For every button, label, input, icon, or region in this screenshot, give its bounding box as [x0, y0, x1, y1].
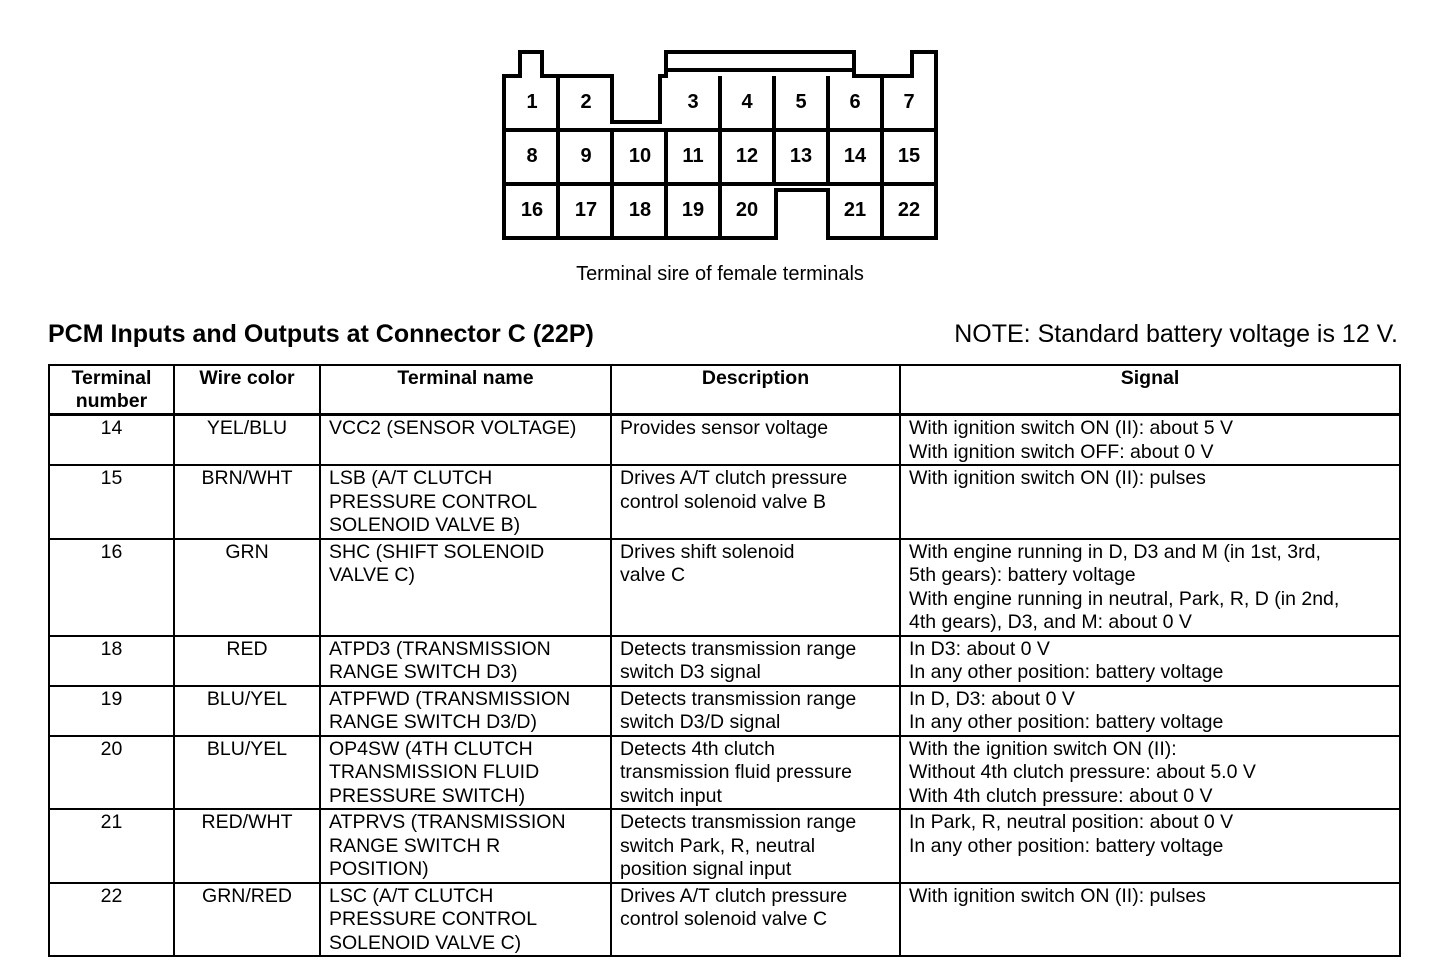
terminal-name-cell: ATPD3 (TRANSMISSION RANGE SWITCH D3)	[320, 636, 611, 686]
table-row	[49, 809, 1400, 883]
signal-cell: In D, D3: about 0 V In any other position: battery voltage	[900, 686, 1400, 736]
battery-note: NOTE: Standard battery voltage is 12 V.	[954, 320, 1398, 348]
wire-color-cell: RED/WHT	[174, 809, 320, 883]
wire-color-cell: YEL/BLU	[174, 415, 320, 466]
pin-label: 17	[574, 199, 598, 221]
terminal-name-cell: ATPRVS (TRANSMISSION RANGE SWITCH R POSITION)	[320, 809, 611, 883]
pin-label: 8	[526, 145, 538, 167]
terminal-number-cell: 19	[49, 686, 174, 736]
wire-color-cell: RED	[174, 636, 320, 686]
pin-label: 19	[681, 199, 705, 221]
signal-cell: In Park, R, neutral position: about 0 V In any other position: battery voltage	[900, 809, 1400, 883]
pin-label: 20	[735, 199, 759, 221]
pin-label: 3	[687, 91, 699, 113]
header-terminal-name: Terminal name	[320, 365, 611, 415]
header-terminal-number: Terminal number	[49, 365, 174, 415]
signal-cell: With ignition switch ON (II): about 5 V With ignition switch OFF: about 0 V	[900, 415, 1400, 466]
connector-caption: Terminal sire of female terminals	[576, 263, 864, 285]
description-cell: Drives A/T clutch pressure control solenoid valve C	[611, 883, 900, 957]
terminal-number-cell: 14	[49, 415, 174, 466]
pin-label: 15	[897, 145, 921, 167]
table-row	[49, 736, 1400, 810]
terminal-number-cell: 20	[49, 736, 174, 810]
table-row	[49, 539, 1400, 636]
header-wire-color: Wire color	[174, 365, 320, 415]
terminal-name-cell: OP4SW (4TH CLUTCH TRANSMISSION FLUID PRESSURE SWITCH)	[320, 736, 611, 810]
wire-color-cell: GRN	[174, 539, 320, 636]
page-title: PCM Inputs and Outputs at Connector C (22P)	[48, 320, 594, 348]
signal-cell: With engine running in D, D3 and M (in 1st, 3rd, 5th gears): battery voltage With engine running in neutral, Park, R, D (in 2nd, 4th gears), D3, and M: about 0 V	[900, 539, 1400, 636]
table-row	[49, 883, 1400, 957]
connector-diagram	[498, 48, 942, 244]
wire-color-cell: BRN/WHT	[174, 465, 320, 539]
table-row	[49, 686, 1400, 736]
pin-label: 1	[526, 91, 538, 113]
table-header-row	[49, 365, 1400, 415]
pin-label: 14	[843, 145, 867, 167]
wire-color-cell: GRN/RED	[174, 883, 320, 957]
description-cell: Detects transmission range switch Park, R, neutral position signal input	[611, 809, 900, 883]
pin-label: 10	[628, 145, 652, 167]
header-description: Description	[611, 365, 900, 415]
pin-label: 2	[580, 91, 592, 113]
table-row	[49, 415, 1400, 466]
pin-label: 4	[741, 91, 753, 113]
pin-label: 5	[795, 91, 807, 113]
terminal-name-cell: LSC (A/T CLUTCH PRESSURE CONTROL SOLENOID VALVE C)	[320, 883, 611, 957]
pin-label: 21	[843, 199, 867, 221]
pin-label: 22	[897, 199, 921, 221]
terminal-name-cell: LSB (A/T CLUTCH PRESSURE CONTROL SOLENOID VALVE B)	[320, 465, 611, 539]
signal-cell: With ignition switch ON (II): pulses	[900, 465, 1400, 539]
pin-label: 12	[735, 145, 759, 167]
description-cell: Drives A/T clutch pressure control solenoid valve B	[611, 465, 900, 539]
signal-cell: With ignition switch ON (II): pulses	[900, 883, 1400, 957]
pin-label: 18	[628, 199, 652, 221]
table-row	[49, 636, 1400, 686]
description-cell: Drives shift solenoid valve C	[611, 539, 900, 636]
pin-label: 9	[580, 145, 592, 167]
signal-cell: In D3: about 0 V In any other position: battery voltage	[900, 636, 1400, 686]
pin-label: 13	[789, 145, 813, 167]
pin-label: 7	[903, 91, 915, 113]
description-cell: Provides sensor voltage	[611, 415, 900, 466]
description-cell: Detects transmission range switch D3 signal	[611, 636, 900, 686]
terminal-number-cell: 16	[49, 539, 174, 636]
terminal-number-cell: 18	[49, 636, 174, 686]
header-signal: Signal	[900, 365, 1400, 415]
terminal-name-cell: VCC2 (SENSOR VOLTAGE)	[320, 415, 611, 466]
terminal-number-cell: 21	[49, 809, 174, 883]
terminal-number-cell: 22	[49, 883, 174, 957]
table-row	[49, 465, 1400, 539]
wire-color-cell: BLU/YEL	[174, 686, 320, 736]
terminal-number-cell: 15	[49, 465, 174, 539]
pin-label: 6	[849, 91, 861, 113]
pin-label: 16	[520, 199, 544, 221]
pin-label: 11	[682, 145, 704, 167]
signal-cell: With the ignition switch ON (II): Without 4th clutch pressure: about 5.0 V With 4th clutch pressure: about 0 V	[900, 736, 1400, 810]
terminal-name-cell: ATPFWD (TRANSMISSION RANGE SWITCH D3/D)	[320, 686, 611, 736]
pcm-io-table	[48, 364, 1401, 957]
description-cell: Detects 4th clutch transmission fluid pressure switch input	[611, 736, 900, 810]
description-cell: Detects transmission range switch D3/D signal	[611, 686, 900, 736]
wire-color-cell: BLU/YEL	[174, 736, 320, 810]
terminal-name-cell: SHC (SHIFT SOLENOID VALVE C)	[320, 539, 611, 636]
